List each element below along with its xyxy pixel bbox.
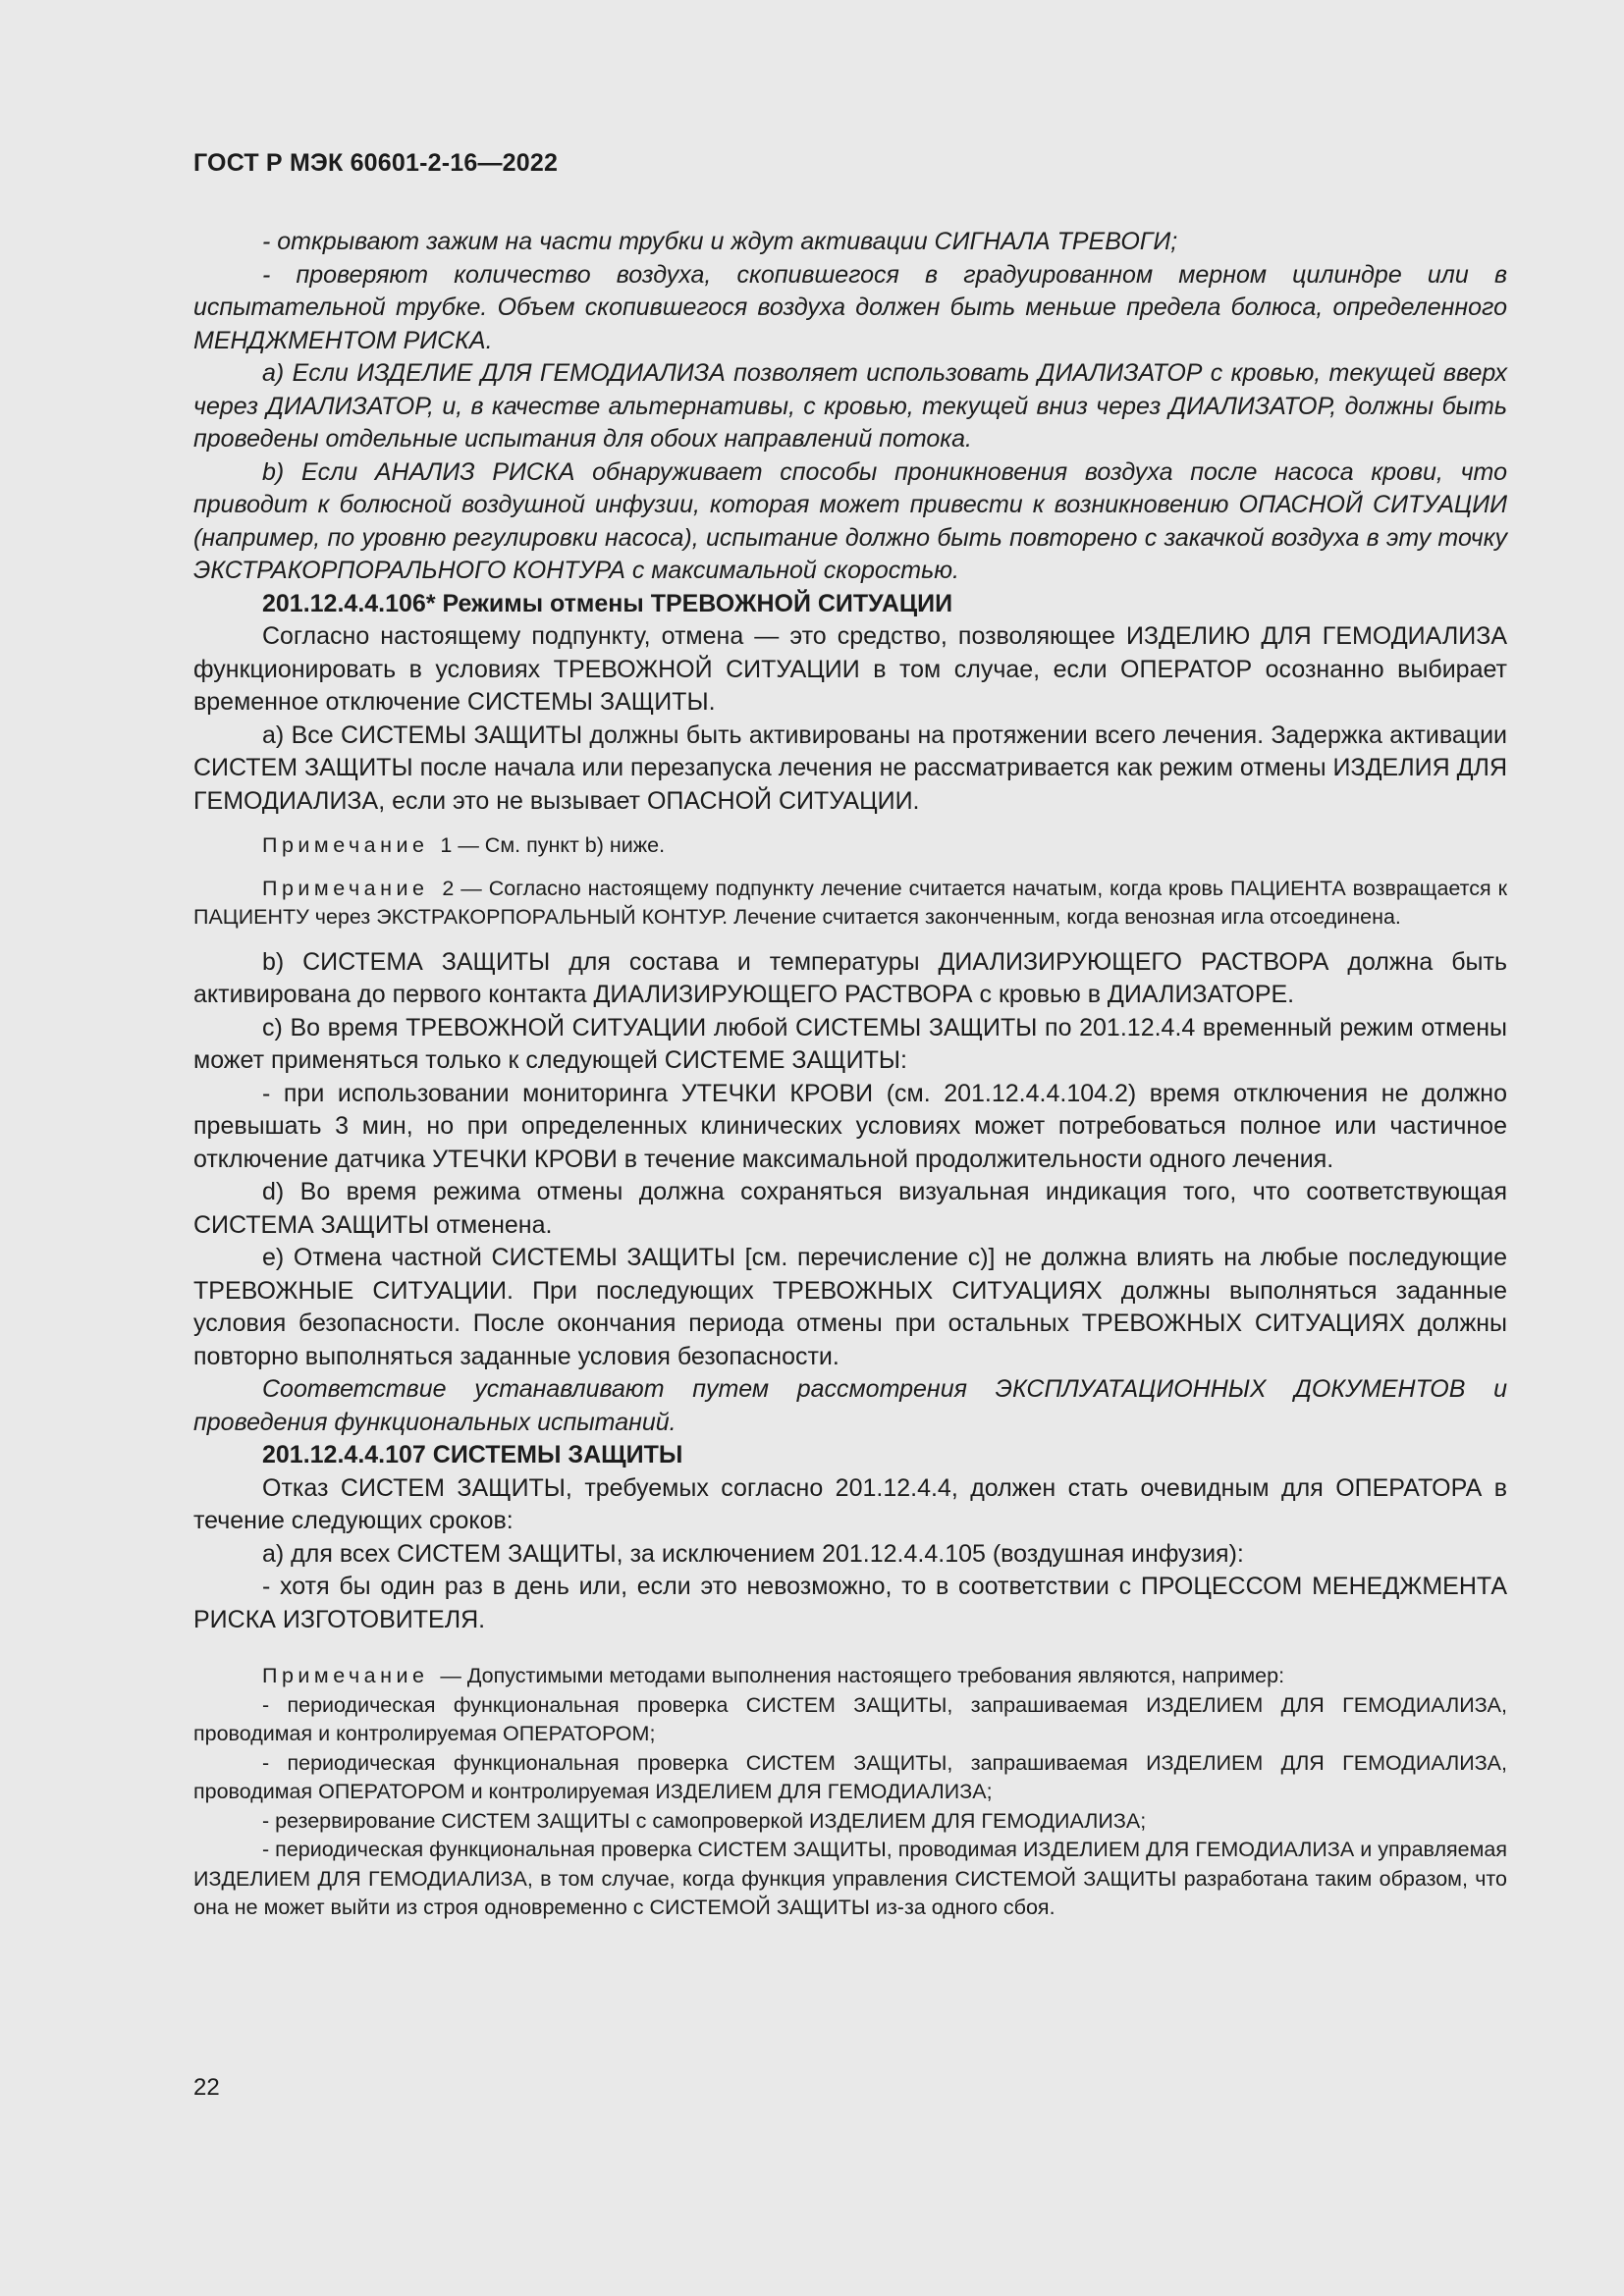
- note-label: Примечание: [262, 1664, 429, 1687]
- section-heading-106: 201.12.4.4.106* Режимы отмены ТРЕВОЖНОЙ СИТУАЦИИ: [262, 589, 953, 617]
- paragraph-item-a-protection: а) Все СИСТЕМЫ ЗАЩИТЫ должны быть активированы на протяжении всего лечения. Задержка активации СИСТЕМ ЗАЩИТЫ после начала или перезапуска лечения не рассматривается как режим отмены ИЗДЕЛИЯ ДЛЯ ГЕМОДИАЛИЗА, если это не вызывает ОПАСНОЙ СИТУАЦИИ.: [193, 721, 1507, 815]
- note-list-item: - периодическая функциональная проверка СИСТЕМ ЗАЩИТЫ, запрашиваемая ИЗДЕЛИЕМ ДЛЯ ГЕМОДИАЛИЗА, проводимая и контролируемая ОПЕРАТОРОМ;: [193, 1692, 1507, 1745]
- paragraph-check-air: - проверяют количество воздуха, скопившегося в градуированном мерном цилиндре или в испытательной трубке. Объем скопившегося воздуха должен быть меньше предела болюса, определенного МЕНДЖМЕНТОМ РИСКА.: [193, 260, 1507, 354]
- paragraph-open-clamp: - открывают зажим на части трубки и ждут активации СИГНАЛА ТРЕВОГИ;: [262, 228, 1178, 255]
- paragraph-once-a-day: - хотя бы один раз в день или, если это невозможно, то в соответствии с ПРОЦЕССОМ МЕНЕДЖМЕНТА РИСКА ИЗГОТОВИТЕЛЯ.: [193, 1573, 1507, 1633]
- note-3-text: — Допустимыми методами выполнения настоящего требования являются, например:: [440, 1664, 1285, 1687]
- document-header: ГОСТ Р МЭК 60601-2-16—2022: [193, 149, 559, 177]
- paragraph-blood-leak: - при использовании мониторинга УТЕЧКИ КРОВИ (см. 201.12.4.4.104.2) время отключения не должно превышать 3 мин, но при определенных клинических условиях может потребоваться полное или частичное отключение датчика УТЕЧКИ КРОВИ в течение максимальной продолжительности одного лечения.: [193, 1079, 1507, 1173]
- section-heading-107: 201.12.4.4.107 СИСТЕМЫ ЗАЩИТЫ: [262, 1441, 683, 1468]
- paragraph-item-a-dialyzer: а) Если ИЗДЕЛИЕ ДЛЯ ГЕМОДИАЛИЗА позволяет использовать ДИАЛИЗАТОР с кровью, текущей вверх через ДИАЛИЗАТОР, и, в качестве альтернативы, с кровью, текущей вниз через ДИАЛИЗАТОР, должны быть проведены отдельные испытания для обоих направлений потока.: [193, 359, 1507, 453]
- note-list-item: - периодическая функциональная проверка СИСТЕМ ЗАЩИТЫ, запрашиваемая ИЗДЕЛИЕМ ДЛЯ ГЕМОДИАЛИЗА, проводимая ОПЕРАТОРОМ и контролируемая ИЗДЕЛИЕМ ДЛЯ ГЕМОДИАЛИЗА;: [193, 1750, 1507, 1803]
- paragraph-item-d-indication: d) Во время режима отмены должна сохраняться визуальная индикация того, что соответствующая СИСТЕМА ЗАЩИТЫ отменена.: [193, 1178, 1507, 1239]
- paragraph-item-b-risk-analysis: b) Если АНАЛИЗ РИСКА обнаруживает способы проникновения воздуха после насоса крови, что приводит к болюсной воздушной инфузии, которая может привести к возникновению ОПАСНОЙ СИТУАЦИИ (например, по уровню регулировки насоса), испытание должно быть повторено с закачкой воздуха в эту точку ЭКСТРАКОРПОРАЛЬНОГО КОНТУРА с максимальной скоростью.: [193, 457, 1507, 584]
- paragraph-item-a-all-systems: а) для всех СИСТЕМ ЗАЩИТЫ, за исключением 201.12.4.4.105 (воздушная инфузия):: [262, 1539, 1244, 1568]
- note-2-text: 2 — Согласно настоящему подпункту лечение считается начатым, когда кровь ПАЦИЕНТА возвращается к ПАЦИЕНТУ через ЭКСТРАКОРПОРАЛЬНЫЙ КОНТУР. Лечение считается законченным, когда венозная игла отсоединена.: [193, 876, 1508, 929]
- note-1-text: 1 — См. пункт b) ниже.: [440, 833, 666, 857]
- note-1: [193, 831, 1507, 861]
- document-page: [193, 0, 1507, 2296]
- note-3: [193, 1662, 1507, 1691]
- note-label: Примечание: [262, 833, 429, 857]
- note-label: Примечание: [262, 876, 429, 900]
- paragraph-failure: Отказ СИСТЕМ ЗАЩИТЫ, требуемых согласно 201.12.4.4, должен стать очевидным для ОПЕРАТОРА в течение следующих сроков:: [193, 1473, 1507, 1534]
- paragraph-item-e-override: e) Отмена частной СИСТЕМЫ ЗАЩИТЫ [см. перечисление c)] не должна влиять на любые последующие ТРЕВОЖНЫЕ СИТУАЦИИ. При последующих ТРЕВОЖНЫХ СИТУАЦИЯХ должны выполняться заданные условия безопасности. После окончания периода отмены при остальных ТРЕВОЖНЫХ СИТУАЦИЯХ должны повторно выполняться заданные условия безопасности.: [193, 1244, 1507, 1370]
- note-2: [193, 875, 1507, 933]
- paragraph-override-definition: Согласно настоящему подпункту, отмена — это средство, позволяющее ИЗДЕЛИЮ ДЛЯ ГЕМОДИАЛИЗА функционировать в условиях ТРЕВОЖНОЙ СИТУАЦИИ в том случае, если ОПЕРАТОР осознанно выбирает временное отключение СИСТЕМЫ ЗАЩИТЫ.: [193, 622, 1507, 716]
- note-list-item: - резервирование СИСТЕМ ЗАЩИТЫ с самопроверкой ИЗДЕЛИЕМ ДЛЯ ГЕМОДИАЛИЗА;: [262, 1808, 1147, 1833]
- paragraph-item-c-alarm: c) Во время ТРЕВОЖНОЙ СИТУАЦИИ любой СИСТЕМЫ ЗАЩИТЫ по 201.12.4.4 временный режим отмены может применяться только к следующей СИСТЕМЕ ЗАЩИТЫ:: [193, 1013, 1507, 1074]
- document-body: [193, 226, 1507, 1923]
- paragraph-item-b-dialysate: b) СИСТЕМА ЗАЩИТЫ для состава и температуры ДИАЛИЗИРУЮЩЕГО РАСТВОРА должна быть активирована до первого контакта ДИАЛИЗИРУЮЩЕГО РАСТВОРА с кровью в ДИАЛИЗАТОРЕ.: [193, 947, 1507, 1008]
- page-number: 22: [193, 2074, 220, 2101]
- paragraph-compliance: Соответствие устанавливают путем рассмотрения ЭКСПЛУАТАЦИОННЫХ ДОКУМЕНТОВ и проведения функциональных испытаний.: [193, 1375, 1507, 1436]
- note-list-item: - периодическая функциональная проверка СИСТЕМ ЗАЩИТЫ, проводимая ИЗДЕЛИЕМ ДЛЯ ГЕМОДИАЛИЗА и управляемая ИЗДЕЛИЕМ ДЛЯ ГЕМОДИАЛИЗА, в том случае, когда функция управления СИСТЕМОЙ ЗАЩИТЫ разработана таким образом, что она не может выйти из строя одновременно с СИСТЕМОЙ ЗАЩИТЫ из-за одного сбоя.: [193, 1838, 1507, 1919]
